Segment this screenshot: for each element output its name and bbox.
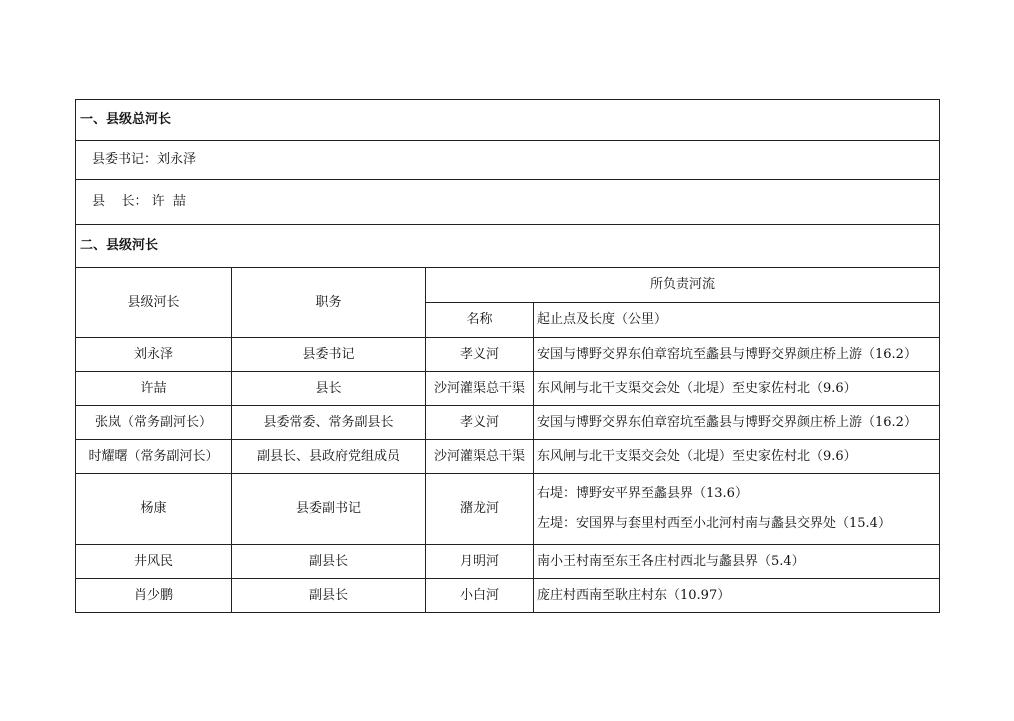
river-range-cell: 庞庄村西南至耿庄村东（10.97） (534, 579, 940, 613)
county-head: 县 长： 许 喆 (76, 180, 940, 225)
county-party-secretary: 县委书记：刘永泽 (76, 141, 940, 180)
river-name-cell: 小白河 (426, 579, 534, 613)
river-range-cell: 安国与博野交界东伯章窑坑至蠡县与博野交界颜庄桥上游（16.2） (534, 406, 940, 440)
chief-cell: 许喆 (76, 372, 232, 406)
position-cell: 县委副书记 (232, 474, 426, 545)
section2-title: 二、县级河长 (76, 225, 940, 268)
position-cell: 县委常委、常务副县长 (232, 406, 426, 440)
table-row (76, 545, 940, 579)
position-cell: 副县长、县政府党组成员 (232, 440, 426, 474)
left-bank-range: 左堤：安国界与套里村西至小北河村南与蠡县交界处（15.4） (537, 516, 891, 531)
river-range-cell: 东风闸与北干支渠交会处（北堤）至史家佐村北（9.6） (534, 440, 940, 474)
river-name-cell: 孝义河 (426, 406, 534, 440)
header-river-range: 起止点及长度（公里） (534, 303, 940, 338)
table-row (76, 406, 940, 440)
header-position: 职务 (232, 268, 426, 338)
header-river-name: 名称 (426, 303, 534, 338)
table-row (76, 579, 940, 613)
position-cell: 副县长 (232, 545, 426, 579)
river-chief-table (75, 99, 940, 613)
table-row (76, 372, 940, 406)
position-cell: 副县长 (232, 579, 426, 613)
river-name-cell: 月明河 (426, 545, 534, 579)
chief-cell: 张岚（常务副河长） (76, 406, 232, 440)
position-cell: 县长 (232, 372, 426, 406)
header-chief: 县级河长 (76, 268, 232, 338)
position-cell: 县委书记 (232, 338, 426, 372)
header-rivers: 所负责河流 (426, 268, 940, 303)
chief-cell: 时耀曙（常务副河长） (76, 440, 232, 474)
right-bank-range: 右堤：博野安平界至蠡县界（13.6） (537, 486, 748, 501)
river-name-cell: 潴龙河 (426, 474, 534, 545)
river-name-cell: 孝义河 (426, 338, 534, 372)
section1-title: 一、县级总河长 (76, 100, 940, 141)
chief-cell: 刘永泽 (76, 338, 232, 372)
table-row (76, 338, 940, 372)
river-range-cell: 南小王村南至东王各庄村西北与蠡县界（5.4） (534, 545, 940, 579)
river-name-cell: 沙河灌渠总干渠 (426, 440, 534, 474)
river-range-cell: 安国与博野交界东伯章窑坑至蠡县与博野交界颜庄桥上游（16.2） (534, 338, 940, 372)
table-row (76, 440, 940, 474)
table-row (76, 474, 940, 545)
river-range-cell (534, 474, 940, 545)
river-range-cell: 东风闸与北干支渠交会处（北堤）至史家佐村北（9.6） (534, 372, 940, 406)
chief-cell: 井风民 (76, 545, 232, 579)
chief-cell: 杨康 (76, 474, 232, 545)
chief-cell: 肖少鹏 (76, 579, 232, 613)
river-name-cell: 沙河灌渠总干渠 (426, 372, 534, 406)
